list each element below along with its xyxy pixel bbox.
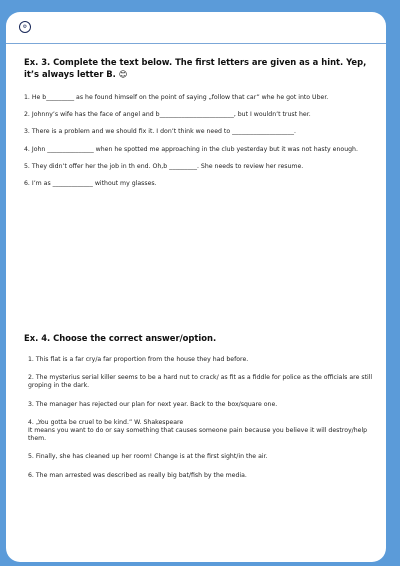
exercise-3-item: 4. John _______________ when he spotted me approaching in the club yesterday but it was not hasty enough. — [24, 145, 358, 153]
worksheet-page — [6, 12, 386, 562]
exercise-3-item: 6. I’m as _____________ without my glasses. — [24, 180, 157, 188]
exercise-4-item: 4. „You gotta be cruel to be kind.” W. Shakespeare It means you want to do or say something that causes someone pain because you believe it will destroy/help them. — [28, 418, 368, 443]
exercise-3-item: 1. He b_________ as he found himself on the point of saying „follow that car” whe he got into Uber. — [24, 94, 329, 101]
exercise-4-title: Ex. 4. Choose the correct answer/option. — [24, 333, 217, 343]
logo-icon: ⚙ — [19, 21, 31, 33]
exercise-4 — [24, 332, 374, 490]
exercise-4-item: 3. The manager has rejected our plan for next year. Back to the box/square one. — [28, 400, 278, 408]
exercise-4-item: 1. This flat is a far cry/a far proportion from the house they had before. — [28, 356, 249, 363]
exercise-3-item: 5. They didn’t offer her the job in th end. Oh,b _________. She needs to review her resume. — [24, 162, 304, 170]
exercise-3-item: 3. There is a problem and we should fix it. I don’t think we need to ____________________. — [24, 128, 296, 136]
exercise-3-title: Ex. 3. Complete the text below. The first letters are given as a hint. Yep, it’s always letter B. 😊 — [24, 57, 367, 79]
header-bar — [6, 12, 386, 42]
exercise-4-item: 5. Finally, she has cleaned up her room! Change is at the first sight/in the air. — [28, 453, 268, 461]
header-divider — [6, 43, 386, 44]
exercise-3-item: 2. Johnny’s wife has the face of angel and b________________________, but I wouldn’t trust her. — [24, 111, 311, 119]
exercise-3 — [24, 56, 374, 197]
exercise-4-item: 2. The mysterius serial killer seems to be a hard nut to crack/ as fit as a fiddle for police as the officials are still groping in the dark. — [28, 374, 373, 390]
exercise-4-item: 6. The man arrested was described as really big bat/fish by the media. — [28, 471, 247, 479]
